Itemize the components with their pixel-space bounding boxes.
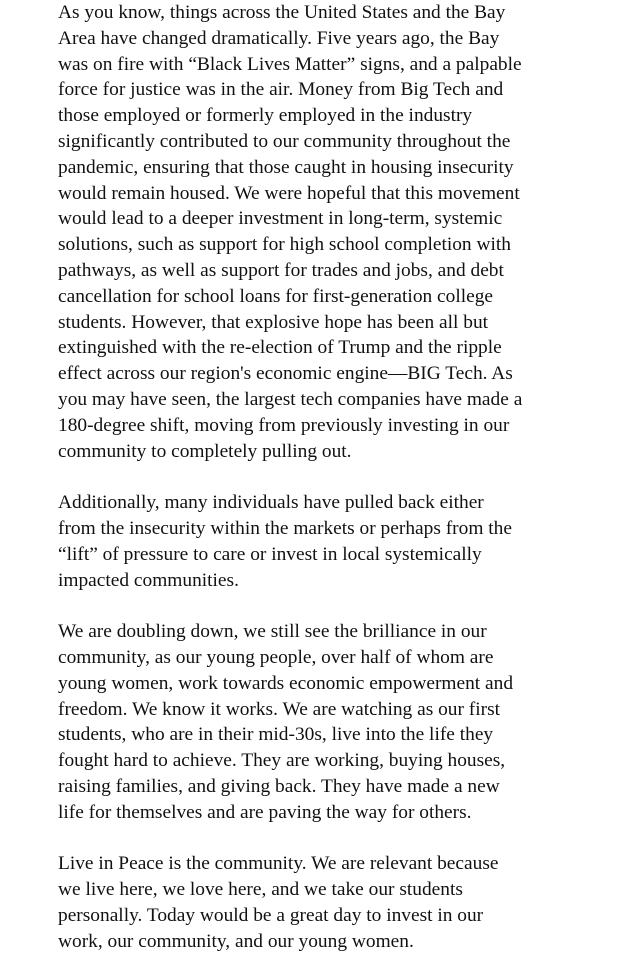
document-body [58,0,633,954]
paragraph-doubling-down: We are doubling down, we still see the brilliance in our community, as our young people, over half of whom are young women, work towards economic empowerment and freedom. We know it works. We are watching as our first students, who are in their mid-30s, live into the life they fought hard to achieve. They are working, buying houses, raising families, and giving back. They have made a new life for themselves and are paving the way for others. [58,621,514,823]
paragraph-individuals-pulled-back: Additionally, many individuals have pulled back either from the insecurity within the markets or perhaps from the “lift” of pressure to care or invest in local systemically impacted communities. [58,492,512,591]
paragraph-big-tech-shift: As you know, things across the United States and the Bay Area have changed dramatically. Five years ago, the Bay was on fire with “Black Lives Matter” signs, and a palpable force for justice was in the air. Money from Big Tech and those employed or formerly employed in the industry significantly contributed to our community throughout the pandemic, ensuring that those caught in housing insecurity would remain housed. We were hopeful that this movement would lead to a deeper investment in long-term, systemic solutions, such as support for high school completion with pathways, as well as support for trades and jobs, and debt cancellation for school loans for first-generation college students. However, that explosive hope has been all but extinguished with the re-election of Trump and the ripple effect across our region's economic engine—BIG Tech. As you may have seen, the largest tech companies have made a 180-degree shift, moving from previously investing in our community to completely pulling out. [58,2,523,462]
paragraph-live-in-peace: Live in Peace is the community. We are relevant because we live here, we love here, and we take our students personally. Today would be a great day to invest in our work, our community, and our young women. [58,853,499,952]
